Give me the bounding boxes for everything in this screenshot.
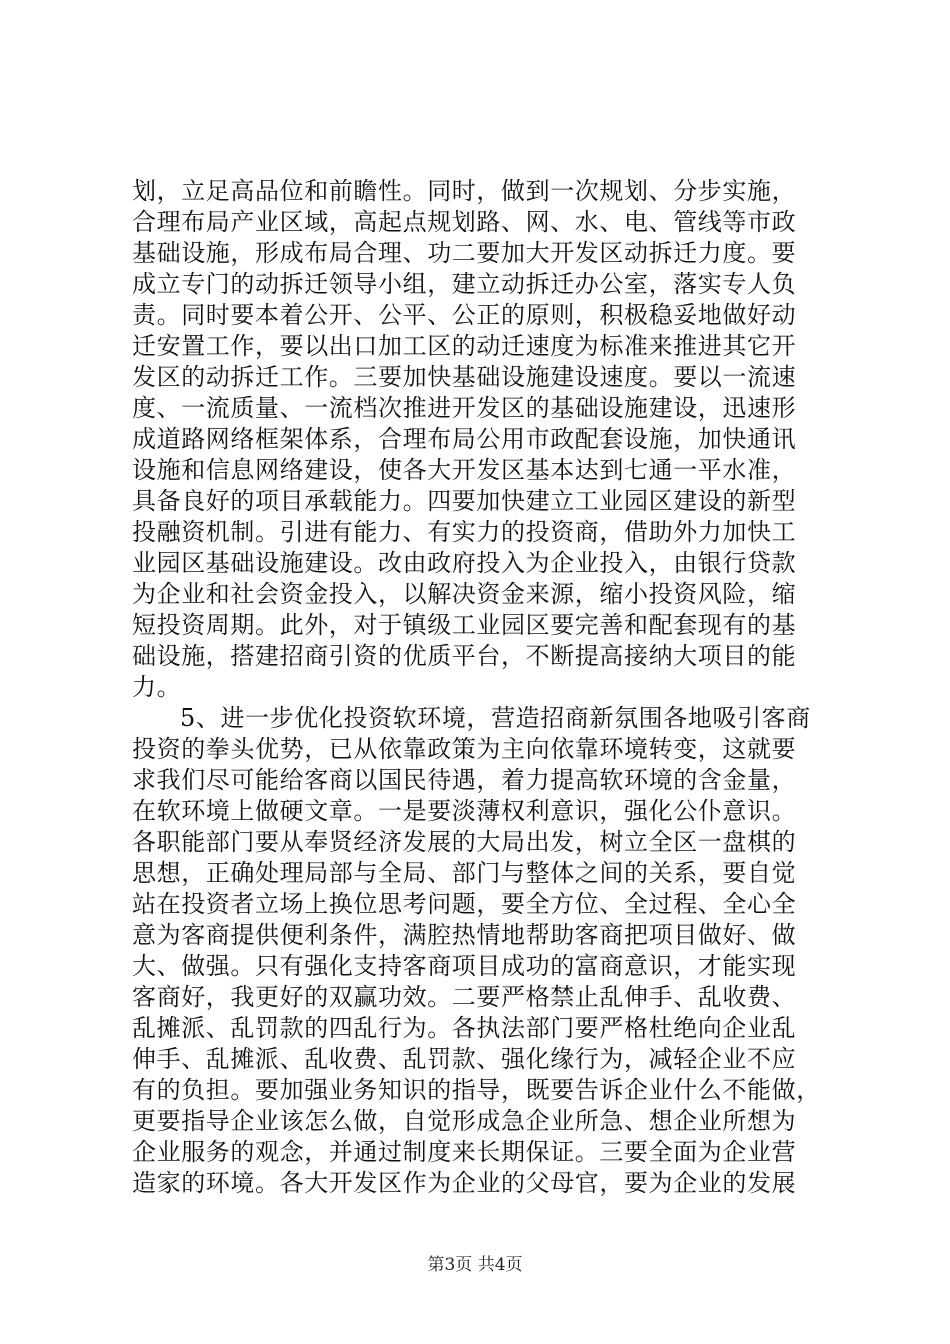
text-line: 成立专门的动拆迁领导小组，建立动拆迁办公室，落实专人负: [132, 270, 797, 298]
text-line: 责。同时要本着公开、公平、公正的原则，积极稳妥地做好动: [132, 301, 797, 329]
text-line: 成道路网络框架体系，合理布局公用市政配套设施，加快通讯: [132, 425, 797, 453]
text-line: 发区的动拆迁工作。三要加快基础设施建设速度。要以一流速: [132, 363, 797, 391]
text-line: 合理布局产业区域，高起点规划路、网、水、电、管线等市政: [132, 208, 797, 236]
text-line: 更要指导企业该怎么做，自觉形成急企业所急、想企业所想为: [132, 1107, 797, 1135]
text-line: 意为客商提供便利条件，满腔热情地帮助客商把项目做好、做: [132, 921, 797, 949]
text-line: 短投资周期。此外，对于镇级工业园区要完善和配套现有的基: [132, 611, 797, 639]
page-number: 第3页 共4页: [427, 1255, 523, 1275]
text-line: 站在投资者立场上换位思考问题，要全方位、全过程、全心全: [132, 890, 797, 918]
text-line: 设施和信息网络建设，使各大开发区基本达到七通一平水准，: [132, 456, 797, 484]
text-line: 乱摊派、乱罚款的四乱行为。各执法部门要严格杜绝向企业乱: [132, 1014, 797, 1042]
text-line: 伸手、乱摊派、乱收费、乱罚款、强化缘行为，减轻企业不应: [132, 1045, 797, 1073]
body-text: [132, 176, 832, 1199]
text-line: 划，立足高品位和前瞻性。同时，做到一次规划、分步实施，: [132, 177, 797, 205]
text-line: 在软环境上做硬文章。一是要淡薄权利意识，强化公仆意识。: [132, 797, 797, 825]
text-line: 度、一流质量、一流档次推进开发区的基础设施建设，迅速形: [132, 394, 797, 422]
text-line: 造家的环境。各大开发区作为企业的父母官，要为企业的发展: [132, 1169, 797, 1197]
text-line: 思想，正确处理局部与全局、部门与整体之间的关系，要自觉: [132, 859, 797, 887]
text-line: 企业服务的观念，并通过制度来长期保证。三要全面为企业营: [132, 1138, 797, 1166]
text-line: 基础设施，形成布局合理、功二要加大开发区动拆迁力度。要: [132, 239, 797, 267]
text-line: 础设施，搭建招商引资的优质平台，不断提高接纳大项目的能: [132, 642, 797, 670]
text-line: 5、进一步优化投资软环境，营造招商新氛围各地吸引客商: [180, 704, 811, 732]
text-line: 业园区基础设施建设。改由政府投入为企业投入，由银行贷款: [132, 549, 797, 577]
text-line: 投资的拳头优势，已从依靠政策为主向依靠环境转变，这就要: [132, 735, 797, 763]
text-line: 力。: [132, 673, 182, 701]
text-line: 各职能部门要从奉贤经济发展的大局出发，树立全区一盘棋的: [132, 828, 797, 856]
text-line: 有的负担。要加强业务知识的指导，既要告诉企业什么不能做，: [132, 1076, 821, 1104]
text-line: 求我们尽可能给客商以国民待遇，着力提高软环境的含金量，: [132, 766, 797, 794]
text-line: 客商好，我更好的双赢功效。二要严格禁止乱伸手、乱收费、: [132, 983, 797, 1011]
text-line: 大、做强。只有强化支持客商项目成功的富商意识，才能实现: [132, 952, 797, 980]
text-line: 投融资机制。引进有能力、有实力的投资商，借助外力加快工: [132, 518, 797, 546]
text-line: 迁安置工作，要以出口加工区的动迁速度为标准来推进其它开: [132, 332, 797, 360]
text-line: 具备良好的项目承载能力。四要加快建立工业园区建设的新型: [132, 487, 797, 515]
text-line: 为企业和社会资金投入，以解决资金来源，缩小投资风险，缩: [132, 580, 797, 608]
